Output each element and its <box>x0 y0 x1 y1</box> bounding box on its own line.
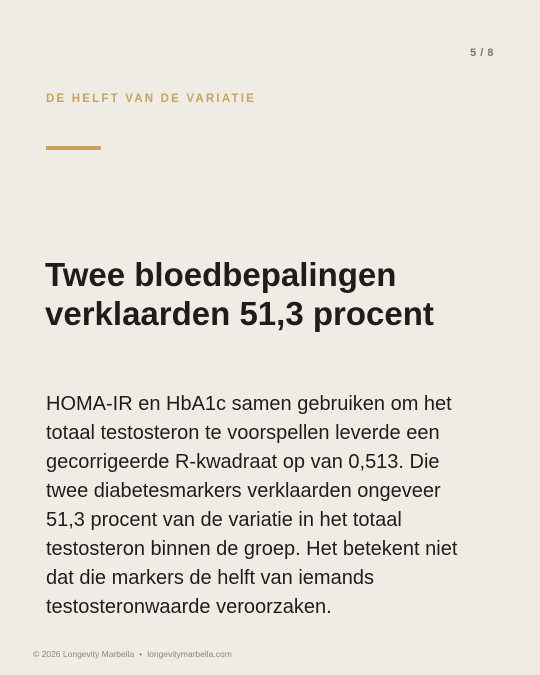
accent-rule <box>46 146 101 150</box>
eyebrow-label: DE HELFT VAN DE VARIATIE <box>46 93 256 105</box>
body-line: HOMA-IR en HbA1c samen gebruiken om het <box>46 393 452 415</box>
page-counter: 5 / 8 <box>470 47 494 59</box>
body-line: dat die markers de helft van iemands <box>46 567 374 589</box>
footer <box>33 649 232 659</box>
body-line: testosteronwaarde veroorzaken. <box>46 596 332 618</box>
headline-line: verklaarden 51,3 procent <box>45 295 434 332</box>
footer-copyright: © 2026 Longevity Marbella <box>33 649 135 659</box>
headline <box>45 255 505 333</box>
footer-separator: • <box>139 649 143 659</box>
headline-line: Twee bloedbepalingen <box>45 256 397 293</box>
body-paragraph <box>46 390 506 622</box>
body-line: totaal testosteron te voorspellen leverde een <box>46 422 440 444</box>
body-line: testosteron binnen de groep. Het betekent niet <box>46 538 458 560</box>
footer-website: longevitymarbella.com <box>147 649 232 659</box>
body-line: twee diabetesmarkers verklaarden ongeveer <box>46 480 441 502</box>
body-line: gecorrigeerde R-kwadraat op van 0,513. Die <box>46 451 440 473</box>
body-line: 51,3 procent van de variatie in het totaal <box>46 509 402 531</box>
